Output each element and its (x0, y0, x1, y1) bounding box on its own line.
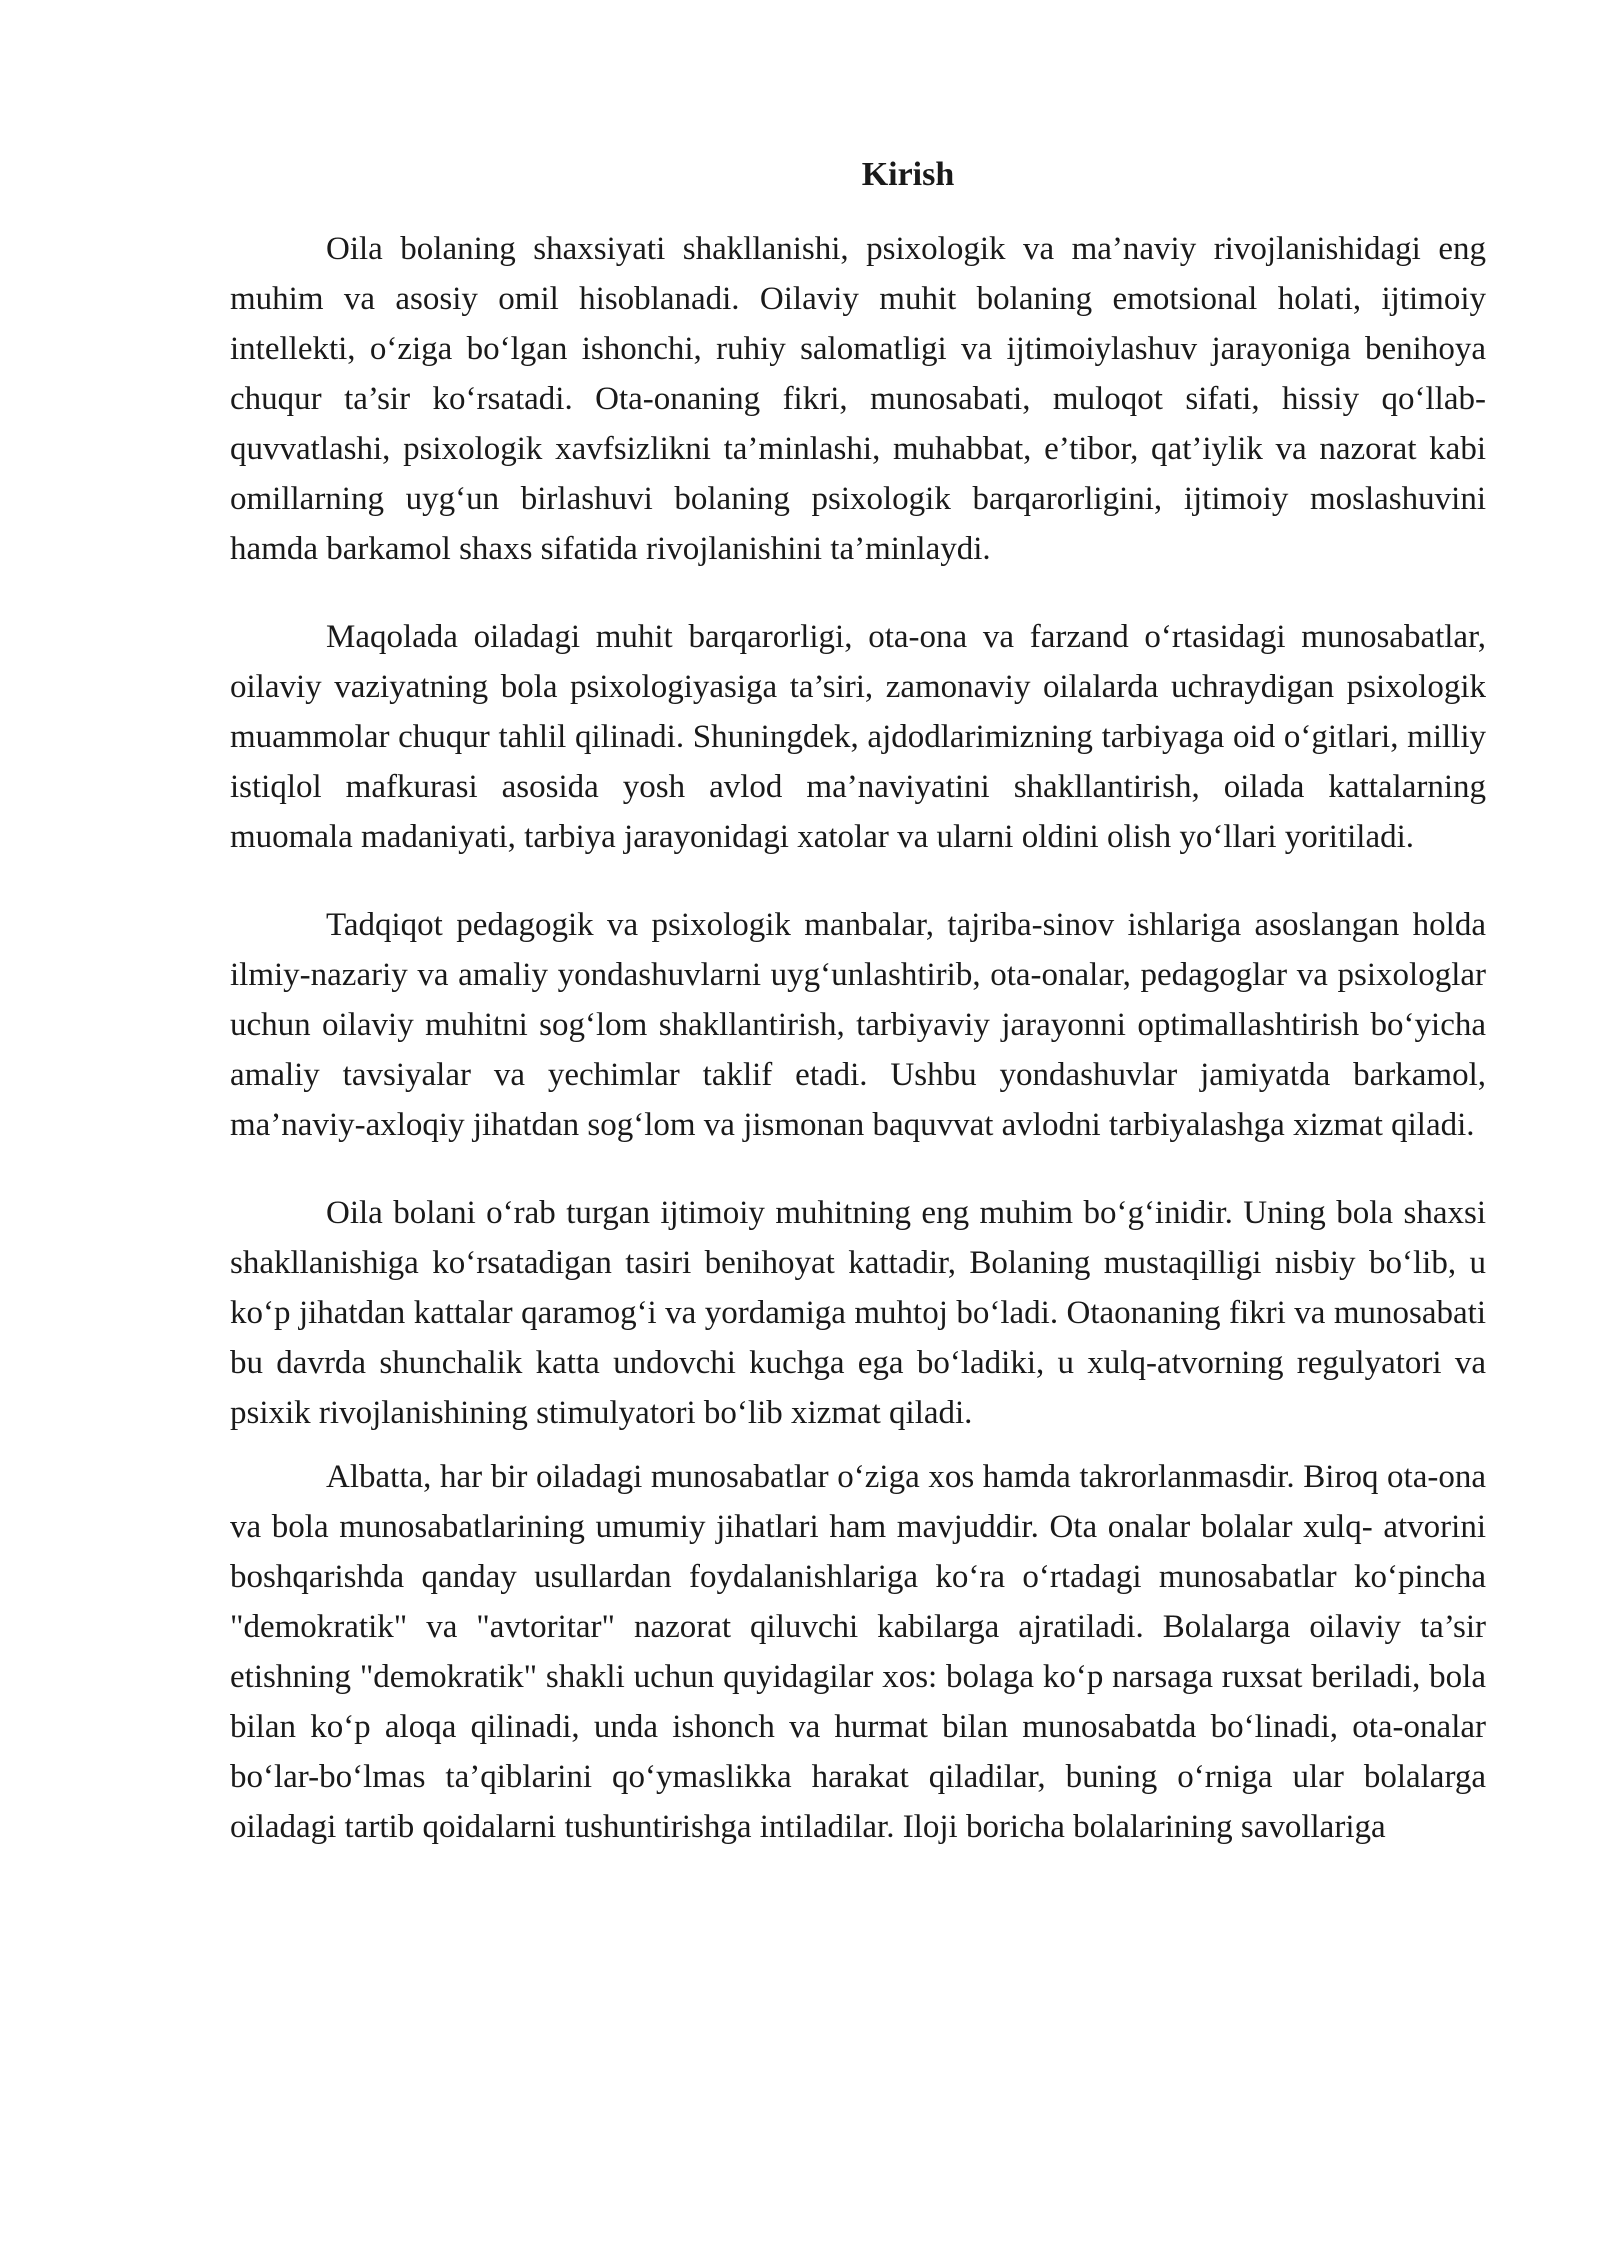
paragraph: Maqolada oiladagi muhit barqarorligi, ota-ona va farzand o‘rtasidagi munosabatlar, oilaviy vaziyatning bola psixologiyasiga ta’siri, zamonaviy oilalarda uchraydigan psixologik muammolar chuqur tahlil qilinadi. Shuningdek, ajdodlarimizning tarbiyaga oid o‘gitlari, milliy istiqlol mafkurasi asosida yosh avlod ma’naviyatini shakllantirish, oilada kattalarning muomala madaniyati, tarbiya jarayonidagi xatolar va ularni oldini olish yo‘llari yoritiladi. (230, 619, 1486, 855)
paragraph: Albatta, har bir oiladagi munosabatlar o‘ziga xos hamda takrorlanmasdir. Biroq ota-ona va bola munosabatlarining umumiy jihatlari ham mavjuddir. Ota onalar bolalar xulq- atvorini boshqarishda qanday usullardan foydalanishlariga ko‘ra o‘rtadagi munosabatlar ko‘pincha "demokratik" va "avtoritar" nazorat qiluvchi kabilarga ajratiladi. Bolalarga oilaviy ta’sir etishning "demokratik" shakli uchun quyidagilar xos: bolaga ko‘p narsaga ruxsat beriladi, bola bilan ko‘p aloqa qilinadi, unda ishonch va hurmat bilan munosabatda bo‘linadi, ota-onalar bo‘lar-bo‘lmas ta’qiblarini qo‘ymaslikka harakat qiladilar, buning o‘rniga ular bolalarga oiladagi tartib qoidalarni tushuntirishga intiladilar. Iloji boricha bolalarining savollariga (230, 1459, 1486, 1845)
paragraph: Tadqiqot pedagogik va psixologik manbalar, tajriba-sinov ishlariga asoslangan holda ilmiy-nazariy va amaliy yondashuvlarni uyg‘unlashtirib, ota-onalar, pedagoglar va psixologlar uchun oilaviy muhitni sog‘lom shakllantirish, tarbiyaviy jarayonni optimallashtirish bo‘yicha amaliy tavsiyalar va yechimlar taklif etadi. Ushbu yondashuvlar jamiyatda barkamol, ma’naviy-axloqiy jihatdan sog‘lom va jismonan baquvvat avlodni tarbiyalashga xizmat qiladi. (230, 907, 1486, 1143)
paragraph: Oila bolani o‘rab turgan ijtimoiy muhitning eng muhim bo‘g‘inidir. Uning bola shaxsi shakllanishiga ko‘rsatadigan tasiri benihoyat kattadir, Bolaning mustaqilligi nisbiy bo‘lib, u ko‘p jihatdan kattalar qaramog‘i va yordamiga muhtoj bo‘ladi. Otaonaning fikri va munosabati bu davrda shunchalik katta undovchi kuchga ega bo‘ladiki, u xulq-atvorning regulyatori va psixik rivojlanishining stimulyatori bo‘lib xizmat qiladi. (230, 1195, 1486, 1431)
paragraph: Oila bolaning shaxsiyati shakllanishi, psixologik va ma’naviy rivojlanishidagi eng muhim va asosiy omil hisoblanadi. Oilaviy muhit bolaning emotsional holati, ijtimoiy intellekti, o‘ziga bo‘lgan ishonchi, ruhiy salomatligi va ijtimoiylashuv jarayoniga benihoya chuqur ta’sir ko‘rsatadi. Ota-onaning fikri, munosabati, muloqot sifati, hissiy qo‘llab-quvvatlashi, psixologik xavfsizlikni ta’minlashi, muhabbat, e’tibor, qat’iylik va nazorat kabi omillarning uyg‘un birlashuvi bolaning psixologik barqarorligini, ijtimoiy moslashuvini hamda barkamol shaxs sifatida rivojlanishini ta’minlaydi. (230, 231, 1486, 567)
document-body (230, 150, 1486, 1852)
page-title: Kirish (861, 156, 955, 193)
